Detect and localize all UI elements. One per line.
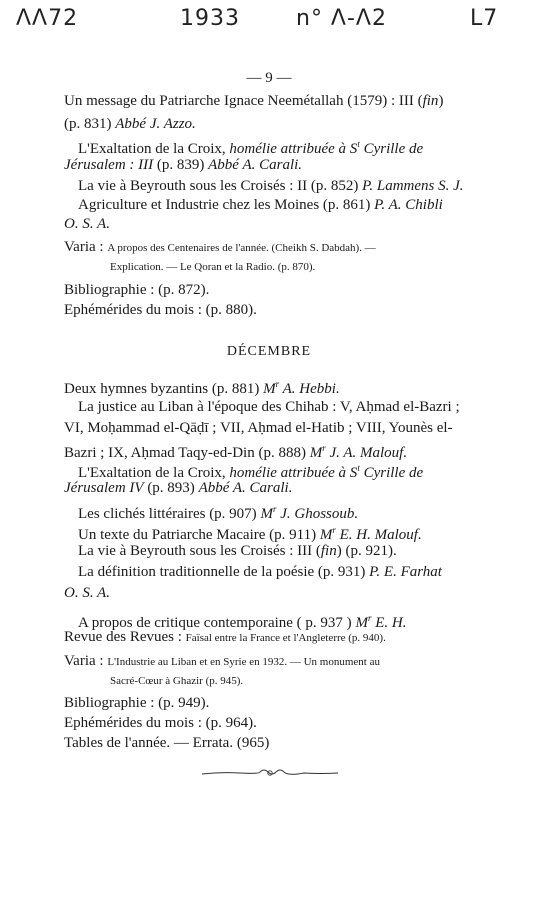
toc-segment: A propos de critique contemporaine ( p. 937 ) (78, 615, 356, 631)
section-heading-december: DÉCEMBRE (226, 344, 312, 359)
toc-line (78, 196, 512, 214)
toc-segment: ) (438, 93, 444, 109)
toc-segment: L'Exaltation de la Croix, (78, 465, 230, 481)
toc-segment: A propos des Centenaires de l'année. (Cheikh S. Dabdah). — (107, 242, 376, 254)
toc-line (64, 584, 498, 602)
toc-segment: Abbé J. Azzo. (115, 116, 196, 132)
closing-ornament (200, 766, 340, 780)
toc-segment: r (322, 443, 326, 453)
toc-segment: Ephémérides du mois : (p. 964). (64, 715, 257, 731)
toc-segment: J. A. Malouf. (325, 445, 408, 461)
toc-segment: Les clichés littéraires (p. 907) (78, 506, 261, 522)
toc-line (64, 215, 498, 233)
toc-segment: Cyrille de (359, 465, 424, 481)
toc-segment: ) (p. 921). (336, 543, 397, 559)
handwritten-code: n° Λ-Λ2 (296, 6, 387, 31)
toc-segment: Bibliographie : (p. 949). (64, 695, 210, 711)
toc-segment: (p. 893) (143, 480, 199, 496)
toc-line (110, 671, 538, 690)
toc-segment: Jérusalem : III (64, 157, 154, 173)
toc-line (78, 135, 512, 158)
toc-segment: P. E. Farhat (369, 564, 442, 580)
toc-line (64, 115, 498, 133)
toc-segment: (p. 831) (64, 116, 116, 132)
toc-segment: L'Industrie au Liban et en Syrie en 1932. — Un monument au (107, 656, 380, 668)
toc-segment: (p. 839) (153, 157, 209, 173)
toc-segment: O. S. A. (64, 216, 110, 232)
toc-segment: Bazri ; IX, Aḥmad Taqy-ed-Din (p. 888) (64, 445, 310, 461)
toc-segment: M (263, 381, 276, 397)
toc-line (78, 500, 512, 523)
toc-line (64, 301, 498, 319)
toc-segment: fin (422, 93, 439, 109)
toc-segment: r (272, 504, 277, 514)
toc-line (78, 398, 512, 416)
handwritten-year: 1933 (180, 6, 240, 31)
toc-line (64, 419, 498, 437)
toc-segment: J. Ghossoub. (276, 506, 359, 522)
toc-segment: Explication. — Le Qoran et la Radio. (p. 870). (110, 261, 316, 273)
toc-segment: La définition traditionnelle de la poésie (p. 931) (78, 564, 370, 580)
toc-segment: fin (320, 543, 337, 559)
toc-segment: homélie attribuée à S (229, 141, 358, 157)
toc-segment: La vie à Beyrouth sous les Croisés : II (p. 852) (78, 178, 363, 194)
toc-line (78, 542, 512, 560)
toc-segment: Un texte du Patriarche Macaire (p. 911) (78, 527, 320, 543)
toc-line (64, 694, 498, 712)
handwritten-note-left: ΛΛ72 (16, 6, 79, 31)
toc-segment: M (309, 445, 323, 461)
toc-segment: O. S. A. (64, 585, 110, 601)
toc-segment: Ephémérides du mois : (p. 880). (64, 302, 257, 318)
toc-line (64, 156, 498, 174)
toc-segment: A. Hebbi. (279, 381, 340, 397)
toc-segment: Abbé A. Carali. (208, 157, 303, 173)
toc-line (64, 281, 498, 299)
toc-line (64, 734, 498, 752)
toc-segment: r (367, 613, 372, 623)
toc-segment: r (332, 525, 336, 535)
toc-segment: Varia : (64, 653, 108, 669)
toc-segment: homélie attribuée à S (229, 465, 358, 481)
toc-line (64, 375, 498, 398)
toc-segment: L'Exaltation de la Croix, (78, 141, 230, 157)
toc-line (64, 652, 498, 671)
toc-segment: Sacré-Cœur à Ghazir (p. 945). (110, 675, 244, 687)
toc-line (78, 563, 512, 581)
toc-segment: La vie à Beyrouth sous les Croisés : III ( (78, 543, 321, 559)
toc-segment: Varia : (64, 239, 108, 255)
toc-line (64, 92, 498, 110)
toc-line (78, 177, 512, 195)
toc-segment: La justice au Liban à l'époque des Chihab : V, Aḥmad el-Bazri ; (78, 399, 460, 415)
toc-segment: E. H. (371, 615, 407, 631)
toc-line (64, 479, 498, 497)
page-number: — 9 — (246, 70, 292, 86)
toc-segment: Agriculture et Industrie chez les Moines (p. 861) (78, 197, 375, 213)
toc-segment: Faïsal entre la France et l'Angleterre (p. 940). (185, 632, 386, 644)
toc-segment: M (260, 506, 273, 522)
toc-line (64, 714, 498, 732)
toc-line (64, 238, 498, 257)
toc-segment: Tables de l'année. — Errata. (965) (64, 735, 270, 751)
handwritten-note-right: L7 (470, 6, 499, 31)
toc-segment: P. A. Chibli (374, 197, 443, 213)
toc-segment: VI, Moḥammad el-Qāḍī ; VII, Aḥmad el-Hatib ; VIII, Younès el- (64, 420, 453, 436)
toc-line (110, 257, 538, 276)
toc-segment: t (357, 463, 360, 473)
toc-segment: Revue des Revues : (64, 629, 186, 645)
toc-line (64, 628, 498, 647)
toc-segment: M (355, 615, 368, 631)
toc-segment: M (319, 527, 333, 543)
toc-segment: P. Lammens S. J. (362, 178, 464, 194)
toc-segment: t (357, 139, 360, 149)
toc-segment: r (275, 379, 280, 389)
toc-segment: Un message du Patriarche Ignace Neemétallah (1579) : III ( (64, 93, 423, 109)
toc-line (78, 521, 512, 544)
toc-segment: Bibliographie : (p. 872). (64, 282, 210, 298)
toc-segment: E. H. Malouf. (335, 527, 422, 543)
toc-segment: Cyrille de (359, 141, 424, 157)
toc-segment: Abbé A. Carali. (198, 480, 293, 496)
toc-segment: Deux hymnes byzantins (p. 881) (64, 381, 264, 397)
toc-segment: Jérusalem IV (64, 480, 144, 496)
